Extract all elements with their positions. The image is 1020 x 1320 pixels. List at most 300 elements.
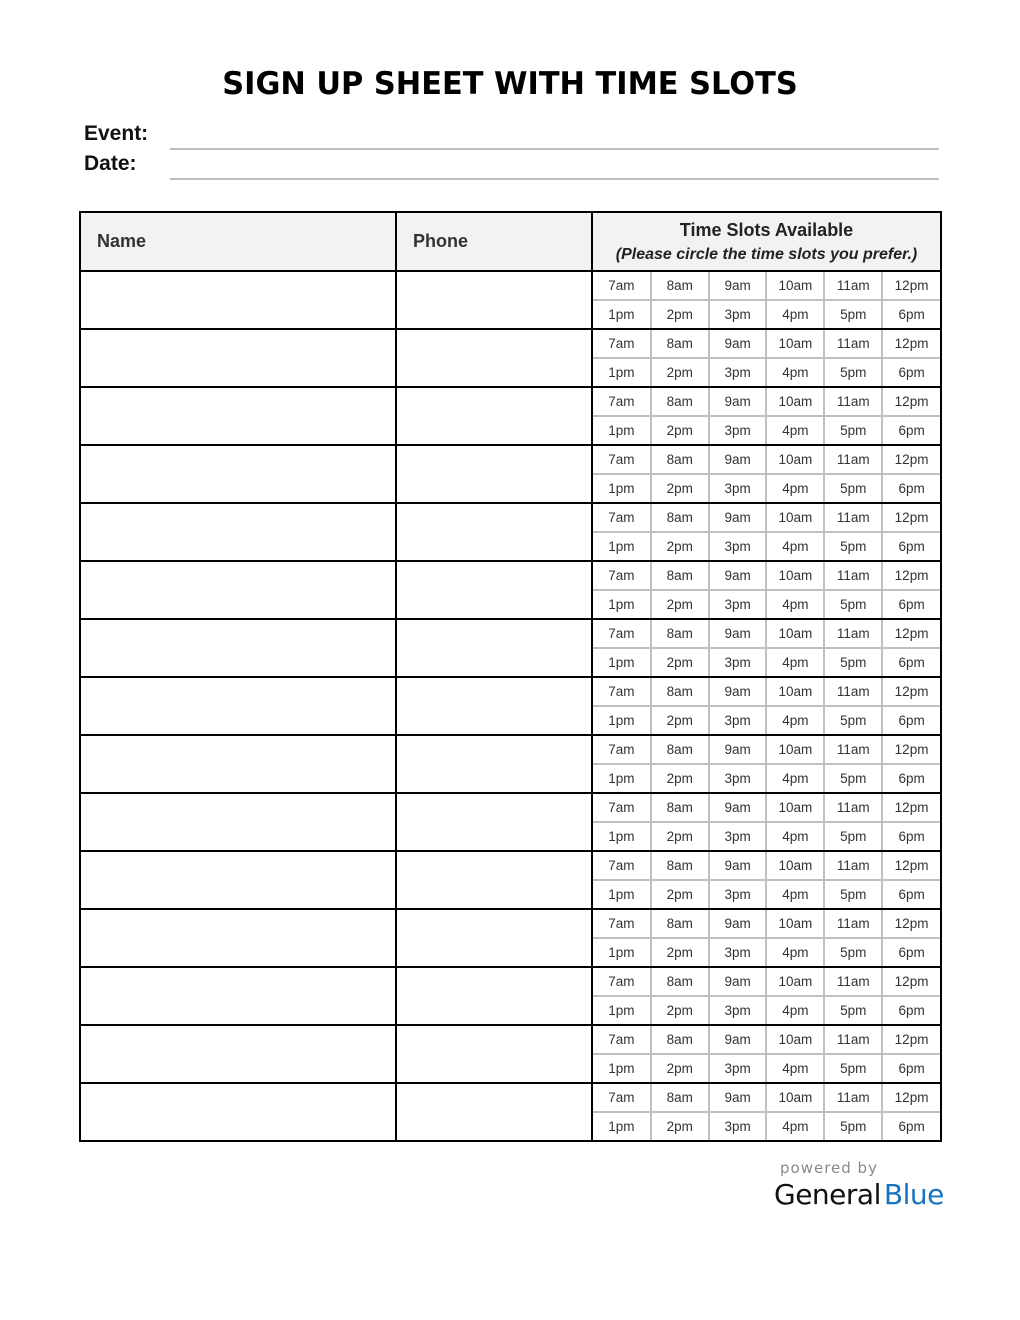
time-slot-option[interactable]: 3pm <box>709 764 767 792</box>
time-slot-option[interactable]: 2pm <box>651 1112 709 1140</box>
time-slot-option[interactable]: 5pm <box>824 880 882 908</box>
phone-cell[interactable] <box>396 387 592 445</box>
time-slot-option[interactable]: 2pm <box>651 648 709 676</box>
time-slot-option[interactable]: 1pm <box>593 1054 651 1082</box>
phone-cell[interactable] <box>396 561 592 619</box>
name-cell[interactable] <box>80 445 396 503</box>
time-slot-option[interactable]: 12pm <box>882 1026 940 1054</box>
time-slot-grid <box>593 272 940 328</box>
time-slot-option[interactable]: 4pm <box>766 416 824 444</box>
phone-cell[interactable] <box>396 329 592 387</box>
time-slot-option[interactable]: 11am <box>824 794 882 822</box>
name-cell[interactable] <box>80 1083 396 1141</box>
time-slot-option[interactable]: 2pm <box>651 706 709 734</box>
time-slot-option[interactable]: 3pm <box>709 880 767 908</box>
time-slot-option[interactable]: 7am <box>593 968 651 996</box>
time-slot-row <box>593 590 940 618</box>
time-slot-option[interactable]: 5pm <box>824 938 882 966</box>
time-slot-option[interactable]: 12pm <box>882 620 940 648</box>
time-slot-option[interactable]: 10am <box>766 910 824 938</box>
time-slots-cell <box>592 735 941 793</box>
time-slots-cell <box>592 271 941 329</box>
time-slots-cell <box>592 445 941 503</box>
time-slot-row <box>593 562 940 590</box>
time-slot-option[interactable]: 2pm <box>651 938 709 966</box>
time-slot-option[interactable]: 1pm <box>593 822 651 850</box>
name-cell[interactable] <box>80 329 396 387</box>
phone-cell[interactable] <box>396 793 592 851</box>
time-slot-grid <box>593 562 940 618</box>
time-slot-grid <box>593 504 940 560</box>
name-cell[interactable] <box>80 271 396 329</box>
time-slot-option[interactable]: 11am <box>824 910 882 938</box>
time-slot-grid <box>593 1026 940 1082</box>
time-slots-cell <box>592 503 941 561</box>
time-slot-option[interactable]: 9am <box>709 562 767 590</box>
table-row <box>80 793 941 851</box>
time-slot-option[interactable]: 12pm <box>882 330 940 358</box>
powered-by-text: powered by <box>780 1159 878 1177</box>
time-slot-option[interactable]: 3pm <box>709 300 767 328</box>
time-slot-option[interactable]: 10am <box>766 388 824 416</box>
phone-cell[interactable] <box>396 1083 592 1141</box>
time-slot-option[interactable]: 11am <box>824 620 882 648</box>
time-slots-cell <box>592 851 941 909</box>
time-slot-row <box>593 272 940 300</box>
time-slot-option[interactable]: 7am <box>593 910 651 938</box>
phone-cell[interactable] <box>396 967 592 1025</box>
time-slot-option[interactable]: 6pm <box>882 764 940 792</box>
time-slots-cell <box>592 619 941 677</box>
time-slots-cell <box>592 387 941 445</box>
time-slots-title: Time Slots Available <box>679 219 854 240</box>
time-slot-grid <box>593 388 940 444</box>
time-slot-row <box>593 620 940 648</box>
time-slot-option[interactable]: 12pm <box>882 504 940 532</box>
time-slot-grid <box>593 794 940 850</box>
time-slot-option[interactable]: 9am <box>709 678 767 706</box>
generalblue-logo <box>774 1178 944 1211</box>
time-slot-option[interactable]: 1pm <box>593 532 651 560</box>
time-slot-grid <box>593 620 940 676</box>
time-slot-option[interactable]: 2pm <box>651 300 709 328</box>
time-slot-option[interactable]: 8am <box>651 678 709 706</box>
time-slot-option[interactable]: 7am <box>593 562 651 590</box>
time-slot-option[interactable]: 3pm <box>709 416 767 444</box>
time-slot-option[interactable]: 4pm <box>766 532 824 560</box>
time-slot-option[interactable]: 1pm <box>593 648 651 676</box>
time-slot-option[interactable]: 6pm <box>882 1054 940 1082</box>
time-slot-row <box>593 1026 940 1054</box>
phone-cell[interactable] <box>396 735 592 793</box>
name-cell[interactable] <box>80 735 396 793</box>
time-slot-option[interactable]: 3pm <box>709 532 767 560</box>
table-row <box>80 619 941 677</box>
time-slot-option[interactable]: 11am <box>824 736 882 764</box>
phone-cell[interactable] <box>396 271 592 329</box>
time-slot-option[interactable]: 12pm <box>882 736 940 764</box>
time-slot-option[interactable]: 7am <box>593 620 651 648</box>
table-row <box>80 909 941 967</box>
time-slot-option[interactable]: 5pm <box>824 648 882 676</box>
time-slot-option[interactable]: 4pm <box>766 300 824 328</box>
time-slot-option[interactable]: 9am <box>709 620 767 648</box>
time-slot-option[interactable]: 4pm <box>766 648 824 676</box>
name-cell[interactable] <box>80 677 396 735</box>
time-slot-option[interactable]: 3pm <box>709 590 767 618</box>
time-slot-option[interactable]: 10am <box>766 968 824 996</box>
time-slot-option[interactable]: 9am <box>709 1026 767 1054</box>
time-slots-cell <box>592 677 941 735</box>
time-slot-option[interactable]: 9am <box>709 446 767 474</box>
name-cell[interactable] <box>80 909 396 967</box>
time-slot-option[interactable]: 11am <box>824 272 882 300</box>
time-slot-option[interactable]: 11am <box>824 1084 882 1112</box>
time-slot-option[interactable]: 9am <box>709 852 767 880</box>
table-row <box>80 503 941 561</box>
name-cell[interactable] <box>80 793 396 851</box>
table-row <box>80 851 941 909</box>
time-slot-option[interactable]: 1pm <box>593 358 651 386</box>
phone-cell[interactable] <box>396 677 592 735</box>
time-slot-option[interactable]: 7am <box>593 330 651 358</box>
time-slot-option[interactable]: 5pm <box>824 706 882 734</box>
time-slot-option[interactable]: 7am <box>593 1026 651 1054</box>
time-slot-option[interactable]: 11am <box>824 1026 882 1054</box>
time-slot-option[interactable]: 8am <box>651 736 709 764</box>
time-slot-option[interactable]: 3pm <box>709 648 767 676</box>
brand-blue: Blue <box>883 1178 944 1211</box>
time-slot-option[interactable]: 5pm <box>824 1112 882 1140</box>
time-slot-option[interactable]: 2pm <box>651 474 709 502</box>
time-slot-option[interactable]: 9am <box>709 272 767 300</box>
time-slot-option[interactable]: 12pm <box>882 678 940 706</box>
table-row <box>80 387 941 445</box>
time-slot-option[interactable]: 2pm <box>651 532 709 560</box>
time-slots-cell <box>592 909 941 967</box>
time-slot-option[interactable]: 9am <box>709 1084 767 1112</box>
time-slot-row <box>593 938 940 966</box>
time-slot-option[interactable]: 3pm <box>709 706 767 734</box>
time-slot-option[interactable]: 4pm <box>766 474 824 502</box>
time-slot-option[interactable]: 5pm <box>824 358 882 386</box>
time-slot-option[interactable]: 1pm <box>593 706 651 734</box>
signup-table <box>79 211 942 1142</box>
time-slot-option[interactable]: 8am <box>651 968 709 996</box>
time-slot-grid <box>593 446 940 502</box>
time-slot-option[interactable]: 8am <box>651 620 709 648</box>
table-row <box>80 1083 941 1141</box>
header-time-slots <box>592 212 941 271</box>
time-slot-option[interactable]: 1pm <box>593 1112 651 1140</box>
time-slot-option[interactable]: 2pm <box>651 1054 709 1082</box>
header-name: Name <box>80 212 396 271</box>
name-cell[interactable] <box>80 503 396 561</box>
time-slot-option[interactable]: 2pm <box>651 358 709 386</box>
time-slot-option[interactable]: 10am <box>766 562 824 590</box>
time-slot-option[interactable]: 2pm <box>651 880 709 908</box>
table-row <box>80 445 941 503</box>
table-row <box>80 735 941 793</box>
time-slot-option[interactable]: 6pm <box>882 590 940 618</box>
time-slot-grid <box>593 330 940 386</box>
time-slots-cell <box>592 967 941 1025</box>
time-slot-option[interactable]: 5pm <box>824 300 882 328</box>
time-slot-option[interactable]: 11am <box>824 330 882 358</box>
time-slot-row <box>593 648 940 676</box>
table-row <box>80 967 941 1025</box>
time-slot-option[interactable]: 5pm <box>824 764 882 792</box>
time-slots-instructions: (Please circle the time slots you prefer.) <box>615 245 918 263</box>
time-slot-option[interactable]: 8am <box>651 1026 709 1054</box>
time-slot-grid <box>593 852 940 908</box>
time-slot-option[interactable]: 10am <box>766 330 824 358</box>
time-slot-option[interactable]: 4pm <box>766 706 824 734</box>
time-slots-cell <box>592 329 941 387</box>
time-slot-option[interactable]: 2pm <box>651 822 709 850</box>
time-slot-row <box>593 1054 940 1082</box>
time-slot-option[interactable]: 6pm <box>882 474 940 502</box>
phone-cell[interactable] <box>396 851 592 909</box>
time-slot-option[interactable]: 9am <box>709 910 767 938</box>
time-slot-option[interactable]: 4pm <box>766 358 824 386</box>
time-slot-grid <box>593 678 940 734</box>
time-slot-option[interactable]: 3pm <box>709 938 767 966</box>
time-slot-option[interactable]: 10am <box>766 678 824 706</box>
time-slot-option[interactable]: 3pm <box>709 358 767 386</box>
time-slot-option[interactable]: 9am <box>709 330 767 358</box>
time-slot-option[interactable]: 7am <box>593 446 651 474</box>
time-slot-option[interactable]: 7am <box>593 678 651 706</box>
time-slot-option[interactable]: 8am <box>651 794 709 822</box>
time-slot-option[interactable]: 2pm <box>651 590 709 618</box>
time-slot-option[interactable]: 5pm <box>824 996 882 1024</box>
time-slot-option[interactable]: 12pm <box>882 794 940 822</box>
time-slot-option[interactable]: 6pm <box>882 996 940 1024</box>
time-slot-option[interactable]: 11am <box>824 388 882 416</box>
header-phone: Phone <box>396 212 592 271</box>
time-slot-row <box>593 822 940 850</box>
time-slot-option[interactable]: 1pm <box>593 880 651 908</box>
name-cell[interactable] <box>80 1025 396 1083</box>
time-slot-option[interactable]: 9am <box>709 794 767 822</box>
time-slot-row <box>593 764 940 792</box>
time-slot-option[interactable]: 12pm <box>882 852 940 880</box>
time-slot-option[interactable]: 4pm <box>766 822 824 850</box>
time-slot-option[interactable]: 8am <box>651 910 709 938</box>
time-slot-option[interactable]: 1pm <box>593 474 651 502</box>
table-row <box>80 271 941 329</box>
time-slot-grid <box>593 736 940 792</box>
time-slot-row <box>593 736 940 764</box>
time-slot-row <box>593 852 940 880</box>
table-row <box>80 329 941 387</box>
time-slot-option[interactable]: 11am <box>824 968 882 996</box>
phone-cell[interactable] <box>396 909 592 967</box>
phone-cell[interactable] <box>396 619 592 677</box>
time-slot-option[interactable]: 6pm <box>882 706 940 734</box>
time-slot-option[interactable]: 10am <box>766 272 824 300</box>
time-slot-option[interactable]: 3pm <box>709 474 767 502</box>
time-slot-option[interactable]: 6pm <box>882 300 940 328</box>
time-slot-option[interactable]: 10am <box>766 446 824 474</box>
time-slot-option[interactable]: 7am <box>593 852 651 880</box>
time-slot-option[interactable]: 12pm <box>882 1084 940 1112</box>
time-slot-grid <box>593 968 940 1024</box>
page-title: SIGN UP SHEET WITH TIME SLOTS <box>222 66 798 102</box>
time-slot-option[interactable]: 8am <box>651 446 709 474</box>
time-slot-option[interactable]: 10am <box>766 620 824 648</box>
date-field-line[interactable] <box>170 178 939 180</box>
time-slot-row <box>593 996 940 1024</box>
phone-cell[interactable] <box>396 1025 592 1083</box>
time-slot-option[interactable]: 2pm <box>651 996 709 1024</box>
time-slot-option[interactable]: 2pm <box>651 416 709 444</box>
time-slot-option[interactable]: 10am <box>766 736 824 764</box>
time-slot-option[interactable]: 12pm <box>882 388 940 416</box>
time-slot-option[interactable]: 8am <box>651 562 709 590</box>
time-slot-option[interactable]: 5pm <box>824 1054 882 1082</box>
time-slot-option[interactable]: 3pm <box>709 1054 767 1082</box>
time-slot-option[interactable]: 11am <box>824 562 882 590</box>
time-slot-row <box>593 358 940 386</box>
time-slot-option[interactable]: 11am <box>824 678 882 706</box>
time-slot-row <box>593 300 940 328</box>
time-slot-option[interactable]: 5pm <box>824 416 882 444</box>
table-row <box>80 677 941 735</box>
time-slot-option[interactable]: 4pm <box>766 764 824 792</box>
time-slot-option[interactable]: 8am <box>651 272 709 300</box>
time-slot-option[interactable]: 12pm <box>882 968 940 996</box>
time-slot-row <box>593 330 940 358</box>
time-slot-option[interactable]: 4pm <box>766 1112 824 1140</box>
table-header-row <box>80 212 941 271</box>
table-row <box>80 561 941 619</box>
time-slot-option[interactable]: 1pm <box>593 590 651 618</box>
time-slot-option[interactable]: 7am <box>593 272 651 300</box>
time-slot-option[interactable]: 11am <box>824 852 882 880</box>
time-slot-option[interactable]: 5pm <box>824 474 882 502</box>
time-slot-option[interactable]: 8am <box>651 1084 709 1112</box>
name-cell[interactable] <box>80 387 396 445</box>
time-slot-option[interactable]: 6pm <box>882 648 940 676</box>
time-slots-cell <box>592 793 941 851</box>
time-slot-row <box>593 678 940 706</box>
time-slot-option[interactable]: 8am <box>651 504 709 532</box>
time-slot-row <box>593 388 940 416</box>
time-slot-option[interactable]: 6pm <box>882 1112 940 1140</box>
time-slot-row <box>593 474 940 502</box>
time-slot-option[interactable]: 6pm <box>882 938 940 966</box>
name-cell[interactable] <box>80 561 396 619</box>
phone-cell[interactable] <box>396 503 592 561</box>
time-slot-option[interactable]: 9am <box>709 736 767 764</box>
time-slot-option[interactable]: 8am <box>651 330 709 358</box>
time-slot-option[interactable]: 7am <box>593 1084 651 1112</box>
event-label: Event: <box>84 122 149 145</box>
time-slot-option[interactable]: 4pm <box>766 938 824 966</box>
time-slot-option[interactable]: 2pm <box>651 764 709 792</box>
table-row <box>80 1025 941 1083</box>
time-slot-option[interactable]: 12pm <box>882 272 940 300</box>
brand-general: General <box>774 1178 881 1211</box>
time-slot-row <box>593 794 940 822</box>
time-slot-option[interactable]: 9am <box>709 388 767 416</box>
time-slot-option[interactable]: 9am <box>709 504 767 532</box>
name-cell[interactable] <box>80 967 396 1025</box>
time-slot-option[interactable]: 1pm <box>593 996 651 1024</box>
time-slot-row <box>593 968 940 996</box>
time-slot-option[interactable]: 7am <box>593 736 651 764</box>
time-slot-option[interactable]: 10am <box>766 1084 824 1112</box>
time-slot-option[interactable]: 1pm <box>593 416 651 444</box>
time-slot-option[interactable]: 7am <box>593 794 651 822</box>
time-slot-grid <box>593 910 940 966</box>
time-slot-option[interactable]: 1pm <box>593 300 651 328</box>
time-slots-cell <box>592 1083 941 1141</box>
time-slot-option[interactable]: 7am <box>593 504 651 532</box>
time-slot-option[interactable]: 12pm <box>882 562 940 590</box>
time-slot-row <box>593 416 940 444</box>
time-slot-option[interactable]: 3pm <box>709 1112 767 1140</box>
time-slot-option[interactable]: 10am <box>766 1026 824 1054</box>
time-slot-option[interactable]: 10am <box>766 852 824 880</box>
time-slot-option[interactable]: 1pm <box>593 764 651 792</box>
phone-cell[interactable] <box>396 445 592 503</box>
time-slot-option[interactable]: 12pm <box>882 446 940 474</box>
time-slot-option[interactable]: 4pm <box>766 880 824 908</box>
time-slot-row <box>593 446 940 474</box>
table-body <box>80 271 941 1141</box>
date-label: Date: <box>84 152 137 175</box>
name-cell[interactable] <box>80 619 396 677</box>
time-slot-option[interactable]: 1pm <box>593 938 651 966</box>
time-slot-option[interactable]: 5pm <box>824 822 882 850</box>
time-slot-option[interactable]: 6pm <box>882 416 940 444</box>
time-slot-option[interactable]: 6pm <box>882 532 940 560</box>
time-slot-option[interactable]: 7am <box>593 388 651 416</box>
time-slot-option[interactable]: 4pm <box>766 996 824 1024</box>
time-slot-grid <box>593 1084 940 1140</box>
time-slot-option[interactable]: 10am <box>766 504 824 532</box>
time-slot-option[interactable]: 4pm <box>766 590 824 618</box>
time-slot-option[interactable]: 9am <box>709 968 767 996</box>
event-field-line[interactable] <box>170 148 939 150</box>
time-slot-option[interactable]: 10am <box>766 794 824 822</box>
time-slot-option[interactable]: 3pm <box>709 996 767 1024</box>
time-slot-row <box>593 1084 940 1112</box>
time-slot-option[interactable]: 11am <box>824 504 882 532</box>
time-slot-row <box>593 910 940 938</box>
time-slot-option[interactable]: 5pm <box>824 532 882 560</box>
time-slot-option[interactable]: 12pm <box>882 910 940 938</box>
time-slot-option[interactable]: 6pm <box>882 880 940 908</box>
time-slot-option[interactable]: 6pm <box>882 358 940 386</box>
time-slot-row <box>593 880 940 908</box>
time-slot-option[interactable]: 8am <box>651 852 709 880</box>
time-slot-option[interactable]: 5pm <box>824 590 882 618</box>
time-slot-option[interactable]: 6pm <box>882 822 940 850</box>
time-slot-row <box>593 532 940 560</box>
time-slot-option[interactable]: 3pm <box>709 822 767 850</box>
time-slot-row <box>593 1112 940 1140</box>
time-slot-option[interactable]: 4pm <box>766 1054 824 1082</box>
time-slot-row <box>593 706 940 734</box>
time-slots-cell <box>592 561 941 619</box>
time-slot-option[interactable]: 8am <box>651 388 709 416</box>
time-slot-option[interactable]: 11am <box>824 446 882 474</box>
name-cell[interactable] <box>80 851 396 909</box>
